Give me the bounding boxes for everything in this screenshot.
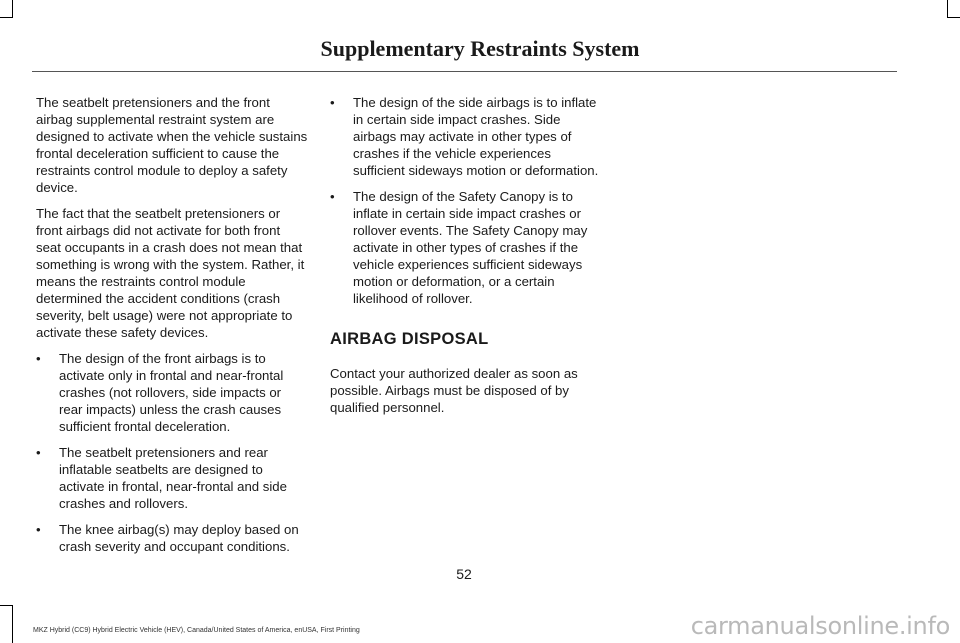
crop-mark-top-left-horizontal [0, 17, 13, 18]
footer-text: MKZ Hybrid (CC9) Hybrid Electric Vehicle (HEV), Canada/United States of America, enUSA, First Printing [33, 627, 360, 634]
list-item [36, 444, 308, 512]
bullet-icon: • [330, 189, 335, 204]
paragraph: The seatbelt pretensioners and the front airbag supplemental restraint system are designed to activate when the vehicle sustains frontal deceleration sufficient to cause the restraints control module to deploy a safety device. [36, 95, 308, 195]
bullet-icon: • [36, 351, 41, 366]
bullet-icon: • [36, 522, 41, 537]
page-header-title: Supplementary Restraints System [320, 36, 640, 61]
paragraph: Contact your authorized dealer as soon as possible. Airbags must be disposed of by qualified personnel. [330, 366, 578, 415]
bullet-icon: • [330, 95, 335, 110]
watermark: carmanualsonline.info [690, 612, 950, 640]
bullet-icon: • [36, 445, 41, 460]
left-column [36, 94, 308, 564]
bullet-list [36, 350, 308, 555]
crop-mark-top-left-vertical [12, 0, 13, 18]
list-item-text: The seatbelt pretensioners and rear inflatable seatbelts are designed to activate in frontal, near-frontal and side crashes and rollovers. [59, 445, 287, 511]
header-divider [32, 71, 897, 72]
crop-mark-top-right-horizontal [947, 17, 960, 18]
crop-mark-top-right-vertical [947, 0, 948, 18]
crop-mark-bottom-left-horizontal [0, 605, 13, 606]
paragraph: The fact that the seatbelt pretensioners or front airbags did not activate for both front seat occupants in a crash does not mean that something is wrong with the system. Rather, it means the restraints control module determined the accident conditions (crash severity, belt usage) were not appropriate to activate these safety devices. [36, 206, 305, 340]
list-item [330, 94, 602, 179]
bullet-list [330, 94, 602, 307]
page-number: 52 [456, 566, 472, 582]
section-heading: AIRBAG DISPOSAL [330, 330, 489, 348]
list-item [36, 521, 308, 555]
crop-mark-bottom-left-vertical [12, 605, 13, 643]
middle-column [330, 94, 602, 425]
list-item-text: The design of the side airbags is to inflate in certain side impact crashes. Side airbags may activate in other types of crashes if the vehicle experiences sufficient sideways motion or deformation. [353, 95, 599, 178]
list-item-text: The design of the Safety Canopy is to inflate in certain side impact crashes or rollover events. The Safety Canopy may activate in other types of crashes if the vehicle experiences sufficient sideways motion or deformation, or a certain likelihood of rollover. [353, 189, 588, 306]
list-item [330, 188, 602, 307]
list-item [36, 350, 308, 435]
list-item-text: The knee airbag(s) may deploy based on crash severity and occupant conditions. [59, 522, 299, 554]
list-item-text: The design of the front airbags is to activate only in frontal and near-frontal crashes (not rollovers, side impacts or rear impacts) unless the crash causes sufficient frontal deceleration. [59, 351, 284, 434]
